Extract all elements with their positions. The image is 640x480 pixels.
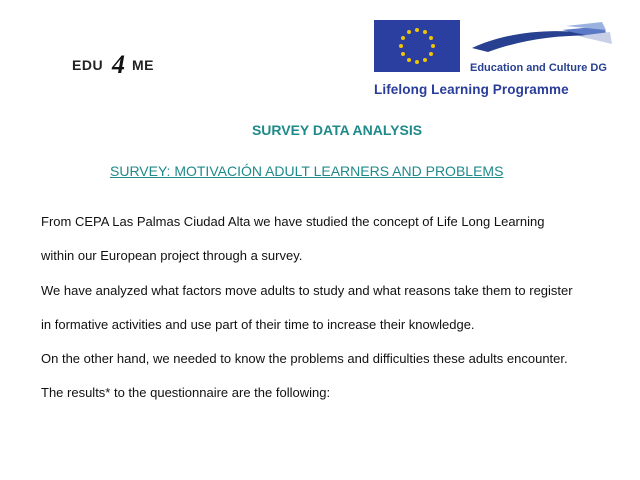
svg-text:ME: ME [132, 57, 154, 73]
page-subtitle: SURVEY: MOTIVACIÓN ADULT LEARNERS AND PROBLEMS [110, 163, 504, 179]
paragraph-line-4: in formative activities and use part of their time to increase their knowledge. [41, 317, 475, 332]
svg-text:4: 4 [112, 50, 125, 76]
svg-text:EDU: EDU [72, 57, 104, 73]
eu-dg-label: Education and Culture DG [470, 62, 607, 74]
paragraph-line-1: From CEPA Las Palmas Ciudad Alta we have studied the concept of Life Long Learning [41, 214, 545, 229]
paragraph-line-2: within our European project through a survey. [41, 248, 303, 263]
page-title: SURVEY DATA ANALYSIS [251, 122, 423, 138]
edu4me-logo [72, 48, 184, 76]
paragraph-line-3: We have analyzed what factors move adults to study and what reasons take them to register [41, 283, 573, 298]
lifelong-learning-programme-label: Lifelong Learning Programme [374, 82, 569, 97]
paragraph-line-6: The results* to the questionnaire are the following: [41, 385, 331, 400]
paragraph-line-5: On the other hand, we needed to know the problems and difficulties these adults encounter. [41, 351, 568, 366]
eu-flag-icon [374, 20, 460, 72]
